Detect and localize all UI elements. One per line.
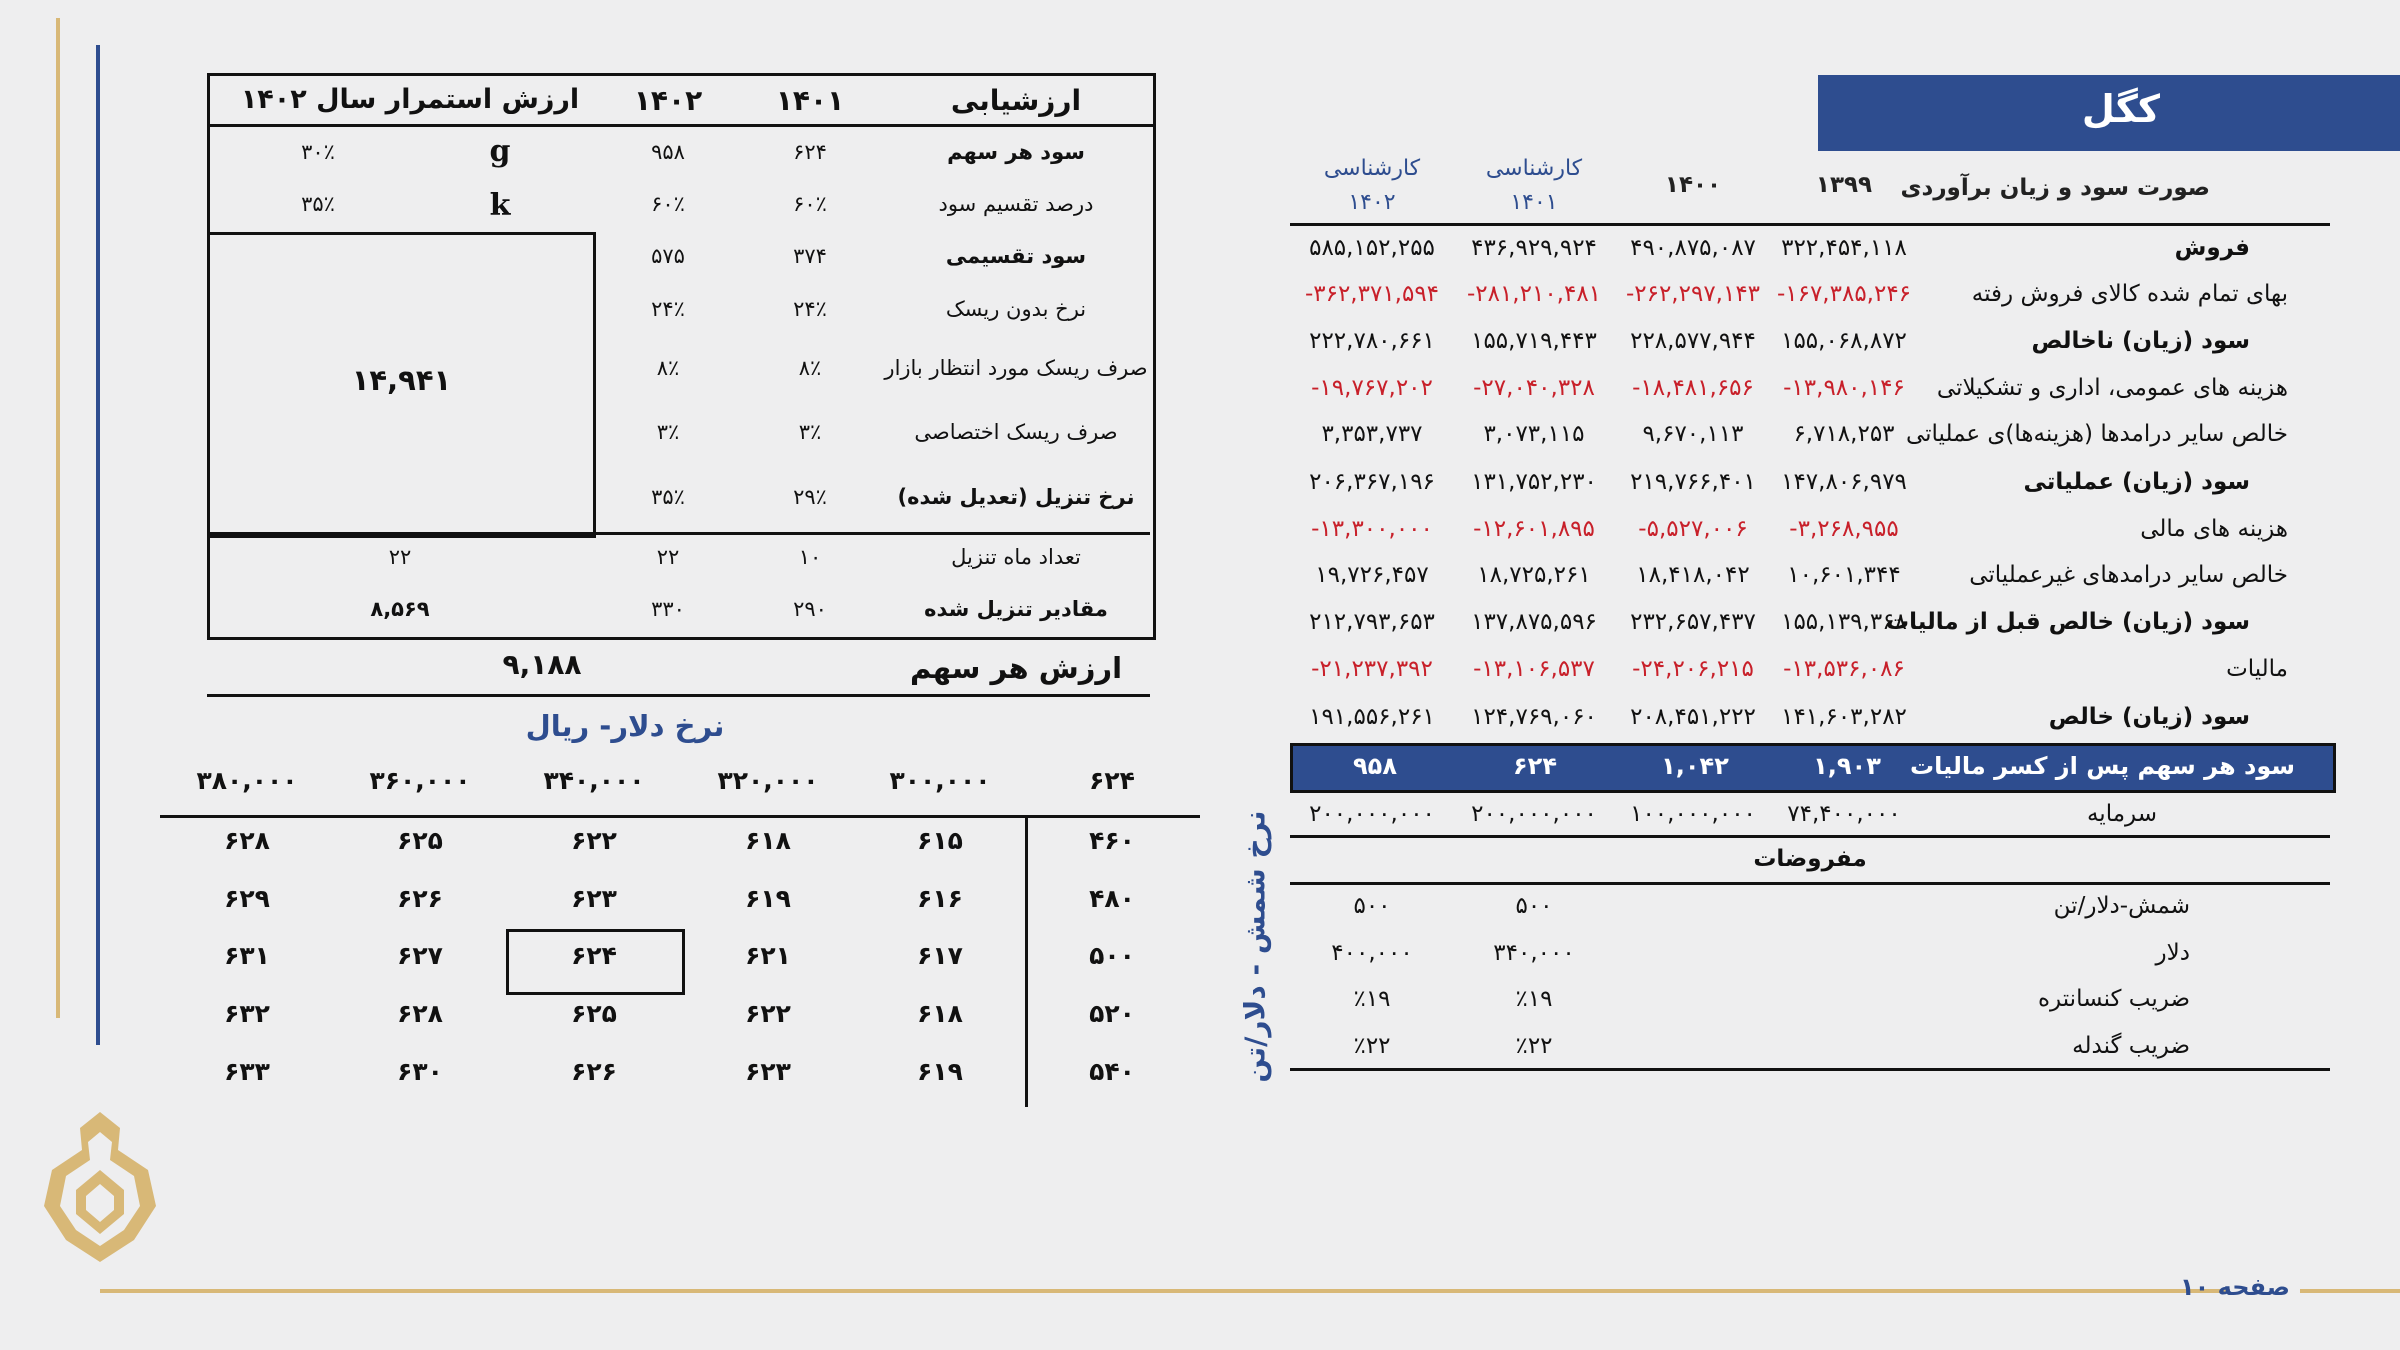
income-row-value: -۱۹,۷۶۷,۲۰۲ bbox=[1311, 375, 1433, 401]
eps-1401: ۶۲۴ bbox=[1513, 752, 1557, 780]
sensitivity-cell: ۶۱۸ bbox=[745, 826, 791, 855]
valuation-row-label: نرخ تنزیل (تعدیل شده) bbox=[897, 485, 1135, 509]
sensitivity-cell: ۶۲۸ bbox=[397, 999, 443, 1028]
income-row-label: سود (زیان) ناخالص bbox=[2031, 328, 2250, 354]
sensitivity-cell: ۶۲۳ bbox=[745, 1057, 791, 1086]
capital-1402: ۲۰۰,۰۰۰,۰۰۰ bbox=[1309, 801, 1435, 827]
sensitivity-cell: ۶۲۶ bbox=[571, 1057, 617, 1086]
sensitivity-rate: ۵۴۰ bbox=[1089, 1057, 1135, 1086]
income-row-value: ۲۱۹,۷۶۶,۴۰۱ bbox=[1630, 469, 1756, 495]
sensitivity-cell: ۶۱۶ bbox=[917, 884, 963, 913]
g-value: ۳۰٪ bbox=[301, 140, 335, 164]
valuation-row-perpetuity: ۲۲ bbox=[388, 545, 412, 569]
income-row-value: -۵,۵۲۷,۰۰۶ bbox=[1638, 516, 1748, 542]
eps-row bbox=[1290, 743, 2336, 793]
sensitivity-rate: ۵۰۰ bbox=[1089, 941, 1135, 970]
sensitivity-cell: ۶۲۹ bbox=[224, 884, 270, 913]
income-row-value: ۱۸,۴۱۸,۰۴۲ bbox=[1636, 562, 1750, 588]
valuation-row-1401: ۸٪ bbox=[798, 356, 822, 380]
valuation-row-1402: ۸٪ bbox=[656, 356, 680, 380]
income-row-value: ۲۲۸,۵۷۷,۹۴۴ bbox=[1630, 328, 1756, 354]
income-row-value: ۴۹۰,۸۷۵,۰۸۷ bbox=[1630, 235, 1756, 261]
income-row-value: ۱۸,۷۲۵,۲۶۱ bbox=[1477, 562, 1591, 588]
sensitivity-corner: ۶۲۴ bbox=[1089, 766, 1135, 795]
k-value: ۳۵٪ bbox=[301, 192, 335, 216]
valuation-row-1402: ۳۳۰ bbox=[651, 597, 685, 621]
income-row-label: بهای تمام شده کالای فروش رفته bbox=[1971, 281, 2288, 307]
valuation-row-1402: ۲۲ bbox=[656, 545, 680, 569]
gold-side-line bbox=[56, 18, 60, 1018]
sensitivity-cell: ۶۱۵ bbox=[917, 826, 963, 855]
sensitivity-column-header: ۳۸۰,۰۰۰ bbox=[196, 766, 298, 795]
valuation-row-1402: ۲۴٪ bbox=[651, 297, 685, 321]
sensitivity-cell: ۶۲۲ bbox=[745, 999, 791, 1028]
page-number: صفحه ۱۰ bbox=[2180, 1273, 2290, 1301]
valuation-header-1402: ۱۴۰۲ bbox=[633, 84, 703, 117]
income-header-1402-a: کارشناسی bbox=[1323, 156, 1421, 181]
share-value-label: ارزش هر سهم bbox=[909, 651, 1123, 685]
assumption-value-1402: ٪۱۹ bbox=[1353, 986, 1391, 1012]
assumptions-rule bbox=[1290, 882, 2330, 885]
income-row-label: مالیات bbox=[2226, 656, 2288, 682]
valuation-divider-upper bbox=[207, 532, 1150, 535]
sensitivity-column-header: ۳۴۰,۰۰۰ bbox=[543, 766, 645, 795]
valuation-row-1401: ۲۹٪ bbox=[793, 485, 827, 509]
valuation-header-label: ارزشیابی bbox=[950, 84, 1082, 117]
income-row-value: ۴۳۶,۹۲۹,۹۲۴ bbox=[1471, 235, 1597, 261]
valuation-row-perpetuity: ۸,۵۶۹ bbox=[370, 597, 430, 621]
income-row-value: ۲۲۲,۷۸۰,۶۶۱ bbox=[1309, 328, 1435, 354]
sensitivity-cell: ۶۱۹ bbox=[745, 884, 791, 913]
k-label: k bbox=[489, 188, 511, 223]
sensitivity-rate: ۴۸۰ bbox=[1089, 884, 1135, 913]
income-header-1401-b: ۱۴۰۱ bbox=[1510, 190, 1558, 215]
valuation-header-1401: ۱۴۰۱ bbox=[775, 84, 845, 117]
g-label: g bbox=[489, 134, 511, 169]
sensitivity-cell: ۶۲۵ bbox=[571, 999, 617, 1028]
capital-label: سرمایه bbox=[2086, 801, 2157, 827]
valuation-row-1402: ۶۰٪ bbox=[651, 192, 685, 216]
income-header-1400: ۱۴۰۰ bbox=[1664, 172, 1722, 198]
valuation-row-1402: ۳۵٪ bbox=[651, 485, 685, 509]
assumption-label: ضریب گندله bbox=[2072, 1033, 2190, 1059]
income-row-value: ۳,۳۵۳,۷۳۷ bbox=[1321, 421, 1423, 447]
valuation-row-label: مقادیر تنزیل شده bbox=[924, 597, 1108, 621]
income-row-value: ۱۵۵,۰۶۸,۸۷۲ bbox=[1781, 328, 1907, 354]
income-row-value: -۳۶۲,۳۷۱,۵۹۴ bbox=[1304, 281, 1440, 307]
gold-ornament-logo-icon bbox=[38, 1110, 162, 1264]
valuation-row-1401: ۳۷۴ bbox=[793, 244, 827, 268]
assumption-value-1402: ۴۰۰,۰۰۰ bbox=[1331, 940, 1413, 966]
eps-1400: ۱,۰۴۲ bbox=[1661, 752, 1729, 780]
income-row-value: ۱۹۱,۵۵۶,۲۶۱ bbox=[1309, 704, 1435, 730]
sensitivity-cell: ۶۳۰ bbox=[397, 1057, 443, 1086]
valuation-row-1402: ۵۷۵ bbox=[651, 244, 685, 268]
income-row-label: سود (زیان) خالص bbox=[2048, 704, 2250, 730]
valuation-row-1401: ۶۰٪ bbox=[793, 192, 827, 216]
income-row-value: -۲۶۲,۲۹۷,۱۴۳ bbox=[1625, 281, 1761, 307]
income-row-label: سود (زیان) عملیاتی bbox=[2023, 469, 2250, 495]
income-row-value: -۱۳,۳۰۰,۰۰۰ bbox=[1311, 516, 1433, 542]
sensitivity-cell: ۶۱۷ bbox=[917, 941, 963, 970]
sensitivity-rate: ۴۶۰ bbox=[1089, 826, 1135, 855]
income-row-value: -۲۴,۲۰۶,۲۱۵ bbox=[1632, 656, 1754, 682]
gold-bottom-line-left bbox=[100, 1289, 2230, 1293]
income-row-value: ۳,۰۷۳,۱۱۵ bbox=[1483, 421, 1585, 447]
income-row-value: -۱۶۷,۳۸۵,۲۴۶ bbox=[1776, 281, 1912, 307]
income-row-value: ۱۴۱,۶۰۳,۲۸۲ bbox=[1781, 704, 1907, 730]
assumption-label: دلار bbox=[2155, 940, 2190, 966]
income-row-value: ۶,۷۱۸,۲۵۳ bbox=[1793, 421, 1895, 447]
valuation-row-label: صرف ریسک اختصاصی bbox=[914, 420, 1118, 444]
eps-label: سود هر سهم پس از کسر مالیات bbox=[1909, 752, 2295, 780]
capital-1399: ۷۴,۴۰۰,۰۰۰ bbox=[1787, 801, 1901, 827]
income-row-label: فروش bbox=[2174, 235, 2250, 261]
income-header-rule bbox=[1290, 223, 2330, 226]
income-row-value: ۲۱۲,۷۹۳,۶۵۳ bbox=[1309, 609, 1435, 635]
income-row-value: ۱۳۱,۷۵۲,۲۳۰ bbox=[1471, 469, 1597, 495]
valuation-row-label: سود هر سهم bbox=[947, 140, 1085, 164]
company-title-banner bbox=[1818, 75, 2400, 151]
assumption-value-1402: ٪۲۲ bbox=[1353, 1033, 1391, 1059]
income-header-1399: ۱۳۹۹ bbox=[1815, 172, 1873, 198]
sensitivity-cell: ۶۲۴ bbox=[571, 941, 617, 970]
assumption-value-1401: ٪۱۹ bbox=[1515, 986, 1553, 1012]
income-row-label: هزینه های مالی bbox=[2140, 516, 2288, 542]
sensitivity-cell: ۶۲۳ bbox=[571, 884, 617, 913]
income-row-value: -۱۲,۶۰۱,۸۹۵ bbox=[1473, 516, 1595, 542]
valuation-row-1401: ۳٪ bbox=[798, 420, 822, 444]
income-header-1402-b: ۱۴۰۲ bbox=[1348, 190, 1396, 215]
valuation-row-1401: ۱۰ bbox=[798, 545, 822, 569]
income-row-value: ۱۲۴,۷۶۹,۰۶۰ bbox=[1471, 704, 1597, 730]
terminal-value: ۱۴,۹۴۱ bbox=[351, 363, 452, 397]
sensitivity-x-title: نرخ دلار- ریال bbox=[525, 709, 725, 743]
sensitivity-cell: ۶۳۲ bbox=[224, 999, 270, 1028]
sensitivity-rate-divider bbox=[1025, 817, 1028, 1107]
income-row-value: -۲۷,۰۴۰,۳۲۸ bbox=[1473, 375, 1595, 401]
income-row-value: -۱۸,۴۸۱,۶۵۶ bbox=[1632, 375, 1754, 401]
income-row-value: -۱۳,۱۰۶,۵۳۷ bbox=[1473, 656, 1595, 682]
capital-rule bbox=[1290, 835, 2330, 838]
sensitivity-y-title: نرخ شمش - دلار/تن bbox=[1238, 810, 1272, 1083]
navy-side-line bbox=[96, 45, 100, 1045]
valuation-row-label: نرخ بدون ریسک bbox=[945, 297, 1087, 321]
income-row-value: -۱۳,۹۸۰,۱۴۶ bbox=[1783, 375, 1905, 401]
sensitivity-header-rule bbox=[160, 815, 1200, 818]
income-row-value: ۳۲۲,۴۵۴,۱۱۸ bbox=[1781, 235, 1907, 261]
income-row-value: ۲۰۶,۳۶۷,۱۹۶ bbox=[1309, 469, 1435, 495]
sensitivity-cell: ۶۲۸ bbox=[224, 826, 270, 855]
valuation-header-rule bbox=[207, 124, 1156, 127]
assumption-value-1401: ۳۴۰,۰۰۰ bbox=[1493, 940, 1575, 966]
income-row-label: خالص سایر درامدهای غیرعملیاتی bbox=[1969, 562, 2288, 588]
income-header-label: صورت سود و زیان برآوردی bbox=[1900, 175, 2210, 201]
eps-1402: ۹۵۸ bbox=[1353, 752, 1397, 780]
sensitivity-column-header: ۳۶۰,۰۰۰ bbox=[369, 766, 471, 795]
valuation-row-1401: ۶۲۴ bbox=[793, 140, 827, 164]
share-value: ۹,۱۸۸ bbox=[502, 648, 582, 681]
valuation-row-1402: ۳٪ bbox=[656, 420, 680, 444]
income-row-value: ۱۴۷,۸۰۶,۹۷۹ bbox=[1781, 469, 1907, 495]
sensitivity-cell: ۶۲۲ bbox=[571, 826, 617, 855]
sensitivity-rate: ۵۲۰ bbox=[1089, 999, 1135, 1028]
gold-bottom-line-right bbox=[2300, 1289, 2400, 1293]
company-title: کگل bbox=[2081, 87, 2160, 131]
valuation-header-perpetuity: ارزش استمرار سال ۱۴۰۲ bbox=[240, 84, 580, 115]
assumption-label: شمش-دلار/تن bbox=[2053, 893, 2190, 919]
sensitivity-cell: ۶۳۱ bbox=[224, 941, 270, 970]
income-row-value: ۱۳۷,۸۷۵,۵۹۶ bbox=[1471, 609, 1597, 635]
eps-1399: ۱,۹۰۳ bbox=[1813, 752, 1881, 780]
sensitivity-cell: ۶۲۱ bbox=[745, 941, 791, 970]
income-row-value: -۲۱,۲۳۷,۳۹۲ bbox=[1311, 656, 1433, 682]
sensitivity-column-header: ۳۰۰,۰۰۰ bbox=[889, 766, 991, 795]
valuation-row-label: صرف ریسک مورد انتظار بازار bbox=[884, 356, 1148, 380]
capital-1400: ۱۰۰,۰۰۰,۰۰۰ bbox=[1630, 801, 1756, 827]
income-row-value: -۱۳,۵۳۶,۰۸۶ bbox=[1783, 656, 1905, 682]
valuation-row-label: سود تقسیمی bbox=[945, 244, 1087, 268]
assumption-label: ضریب کنسانتره bbox=[2037, 986, 2190, 1012]
valuation-row-1402: ۹۵۸ bbox=[651, 140, 685, 164]
income-row-value: -۲۸۱,۲۱۰,۴۸۱ bbox=[1466, 281, 1602, 307]
sensitivity-column-header: ۳۲۰,۰۰۰ bbox=[717, 766, 819, 795]
sensitivity-cell: ۶۲۶ bbox=[397, 884, 443, 913]
income-row-label: سود (زیان) خالص قبل از مالیات bbox=[1885, 609, 2250, 635]
sensitivity-cell: ۶۲۵ bbox=[397, 826, 443, 855]
assumption-value-1402: ۵۰۰ bbox=[1353, 893, 1391, 919]
valuation-row-1401: ۲۴٪ bbox=[793, 297, 827, 321]
income-row-label: هزینه های عمومی، اداری و تشکیلاتی bbox=[1936, 375, 2288, 401]
assumptions-title: مفروضات bbox=[1753, 846, 1867, 872]
assumption-value-1401: ٪۲۲ bbox=[1515, 1033, 1553, 1059]
income-row-value: ۲۳۲,۶۵۷,۴۳۷ bbox=[1630, 609, 1756, 635]
income-row-value: ۲۰۸,۴۵۱,۲۲۲ bbox=[1630, 704, 1756, 730]
assumption-value-1401: ۵۰۰ bbox=[1515, 893, 1553, 919]
sensitivity-cell: ۶۲۷ bbox=[397, 941, 443, 970]
valuation-row-label: درصد تقسیم سود bbox=[938, 192, 1094, 216]
assumptions-bottom-rule bbox=[1290, 1068, 2330, 1071]
sensitivity-cell: ۶۱۹ bbox=[917, 1057, 963, 1086]
capital-1401: ۲۰۰,۰۰۰,۰۰۰ bbox=[1471, 801, 1597, 827]
income-header-1401-a: کارشناسی bbox=[1485, 156, 1583, 181]
sensitivity-cell: ۶۳۳ bbox=[224, 1057, 270, 1086]
income-row-value: ۱۵۵,۱۳۹,۳۶۸ bbox=[1781, 609, 1907, 635]
income-row-value: ۱۵۵,۷۱۹,۴۴۳ bbox=[1471, 328, 1597, 354]
income-row-label: خالص سایر درامدها (هزینه‌ها)ی عملیاتی bbox=[1905, 421, 2288, 447]
sensitivity-cell: ۶۱۸ bbox=[917, 999, 963, 1028]
income-row-value: ۱۹,۷۲۶,۴۵۷ bbox=[1315, 562, 1429, 588]
income-row-value: ۵۸۵,۱۵۲,۲۵۵ bbox=[1309, 235, 1435, 261]
income-row-value: ۹,۶۷۰,۱۱۳ bbox=[1642, 421, 1744, 447]
share-value-rule bbox=[207, 694, 1150, 697]
income-row-value: -۳,۲۶۸,۹۵۵ bbox=[1789, 516, 1899, 542]
valuation-row-1401: ۲۹۰ bbox=[793, 597, 827, 621]
valuation-row-label: تعداد ماه تنزیل bbox=[951, 545, 1081, 569]
income-row-value: ۱۰,۶۰۱,۳۴۴ bbox=[1787, 562, 1901, 588]
